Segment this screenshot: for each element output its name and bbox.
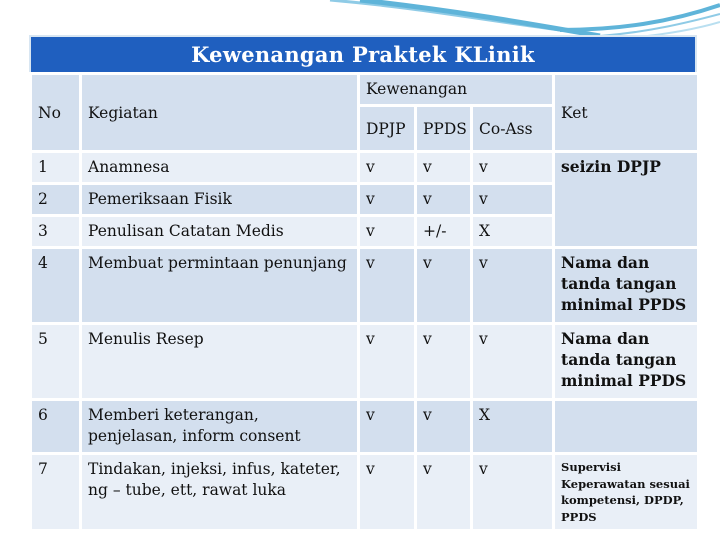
row-dpjp: v [359,400,416,454]
row-coass: v [472,184,554,216]
row-ppds: v [416,248,472,324]
row-no: 2 [31,184,81,216]
row-kegiatan: Pemeriksaan Fisik [81,184,359,216]
table-row [31,324,699,400]
row-dpjp: v [359,184,416,216]
row-coass: X [472,400,554,454]
row-no: 7 [31,454,81,531]
table-row [31,152,699,184]
row-kegiatan: Memberi keterangan, penjelasan, inform consent [81,400,359,454]
row-ppds: v [416,184,472,216]
row-dpjp: v [359,454,416,531]
header-ppds: PPDS [416,106,472,152]
header-kewenangan: Kewenangan [359,74,554,106]
kewenangan-table [29,72,700,532]
kewenangan-table-wrapper [29,35,697,532]
row-coass: v [472,248,554,324]
row-ket: Nama dan tanda tangan minimal PPDS [554,324,699,400]
row-no: 5 [31,324,81,400]
row-dpjp: v [359,216,416,248]
row-ket: Supervisi Keperawatan sesuai kompetensi, DPDP, PPDS [554,454,699,531]
table-row [31,400,699,454]
row-ppds: +/- [416,216,472,248]
row-ket: Nama dan tanda tangan minimal PPDS [554,248,699,324]
row-kegiatan: Anamnesa [81,152,359,184]
row-coass: v [472,454,554,531]
header-no: No [31,74,81,152]
header-coass: Co-Ass [472,106,554,152]
row-no: 1 [31,152,81,184]
row-dpjp: v [359,324,416,400]
page-title: Kewenangan Praktek KLinik [29,35,697,72]
row-dpjp: v [359,152,416,184]
row-coass: v [472,152,554,184]
row-ppds: v [416,400,472,454]
row-no: 6 [31,400,81,454]
header-dpjp: DPJP [359,106,416,152]
row-ket: seizin DPJP [554,152,699,248]
row-kegiatan: Menulis Resep [81,324,359,400]
header-kegiatan: Kegiatan [81,74,359,152]
row-dpjp: v [359,248,416,324]
row-kegiatan: Tindakan, injeksi, infus, kateter, ng – tube, ett, rawat luka [81,454,359,531]
row-coass: v [472,324,554,400]
row-ppds: v [416,324,472,400]
row-no: 3 [31,216,81,248]
row-no: 4 [31,248,81,324]
row-ppds: v [416,454,472,531]
header-ket: Ket [554,74,699,152]
row-ppds: v [416,152,472,184]
table-row [31,454,699,531]
table-row [31,248,699,324]
row-ket [554,400,699,454]
row-coass: X [472,216,554,248]
row-kegiatan: Membuat permintaan penunjang [81,248,359,324]
row-kegiatan: Penulisan Catatan Medis [81,216,359,248]
decorative-swoosh [0,0,720,40]
